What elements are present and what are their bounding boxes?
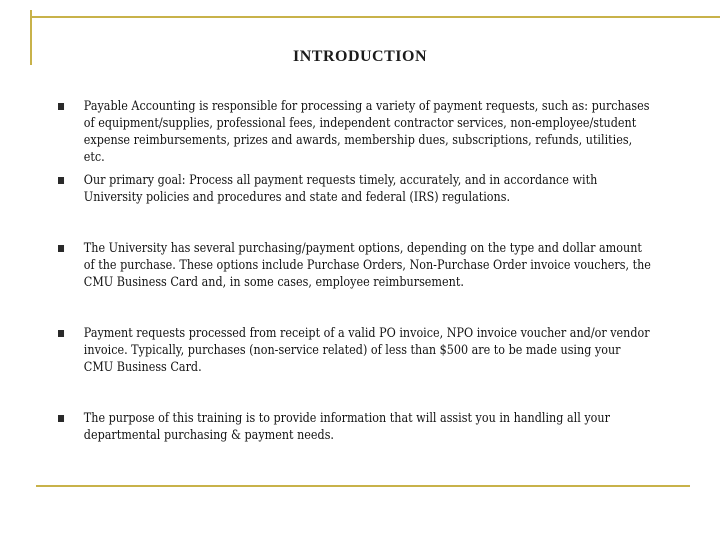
square-bullet-icon xyxy=(58,415,64,422)
bullet-item xyxy=(58,325,651,410)
frame-top-rule xyxy=(30,16,720,18)
bullet-text: Payable Accounting is responsible for processing a variety of payment requests, such as: purchases of equipment/supplies, professional fees, independent contractor services, non-employee/student expense reimbursements, prizes and awards, membership dues, subscriptions, refunds, utilities, etc. xyxy=(83,99,650,165)
bullet-item xyxy=(58,410,651,450)
frame-bottom-rule xyxy=(36,485,690,487)
square-bullet-icon xyxy=(58,245,64,252)
bullet-item xyxy=(58,98,651,172)
bullet-item xyxy=(58,240,651,325)
bullet-text: The University has several purchasing/payment options, depending on the type and dollar amount of the purchase. These options include Purchase Orders, Non-Purchase Order invoice vouchers, the CMU Business Card and, in some cases, employee reimbursement. xyxy=(83,241,651,290)
bullet-list xyxy=(58,98,670,450)
bullet-text: Our primary goal: Process all payment requests timely, accurately, and in accordance with University policies and procedures and state and federal (IRS) regulations. xyxy=(83,173,598,205)
bullet-item xyxy=(58,172,651,240)
bullet-text: Payment requests processed from receipt of a valid PO invoice, NPO invoice voucher and/or vendor invoice. Typically, purchases (non-service related) of less than $500 are to be made using your CMU Business Card. xyxy=(83,326,650,375)
square-bullet-icon xyxy=(58,330,64,337)
square-bullet-icon xyxy=(58,177,64,184)
slide-title: INTRODUCTION xyxy=(292,48,427,65)
bullet-text: The purpose of this training is to provide information that will assist you in handling all your departmental purchasing & payment needs. xyxy=(83,411,610,443)
square-bullet-icon xyxy=(58,103,64,110)
